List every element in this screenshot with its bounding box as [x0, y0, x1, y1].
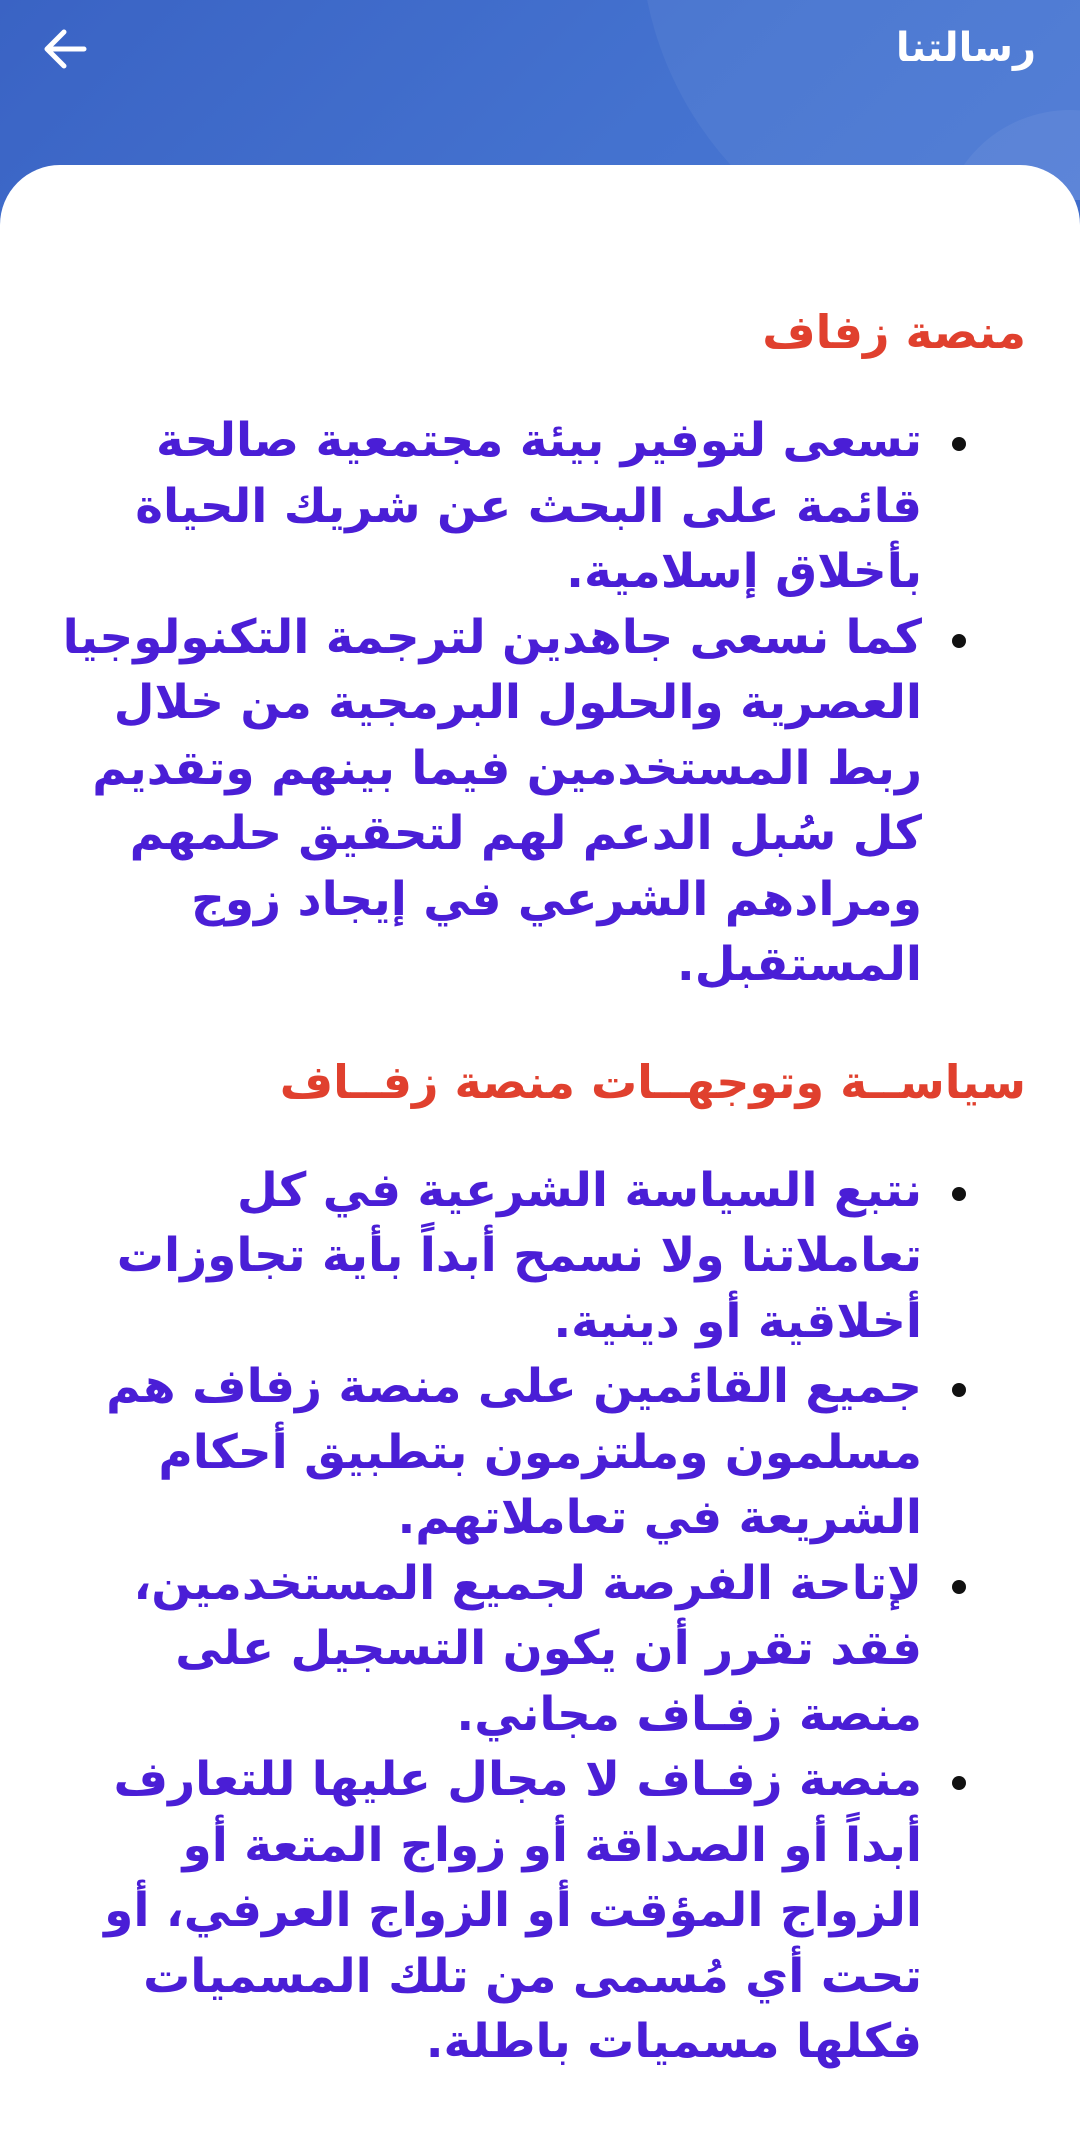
list-item: [50, 1551, 1026, 1748]
bullet-icon: [952, 1580, 966, 1594]
section-points-list: [50, 1158, 1026, 2075]
list-item: [50, 1354, 1026, 1551]
page-title: رسالتنا: [895, 25, 1036, 71]
section-title: منصة زفاف: [762, 305, 1026, 359]
bullet-icon: [952, 634, 966, 648]
list-item: [50, 408, 1026, 605]
list-item-text: كما نسعى جاهدين لترجمة التكنولوجيا العصرية والحلول البرمجية من خلال ربط المستخدمين فيما بينهم وتقديم كل سُبل الدعم لهم لتحقيق حلمهم ومرادهم الشرعي في إيجاد زوج المستقبل.: [62, 609, 922, 992]
arrow-left-icon: [42, 26, 88, 72]
bullet-icon: [952, 1776, 966, 1790]
bullet-icon: [952, 1383, 966, 1397]
section-points-list: [50, 408, 1026, 998]
back-button[interactable]: [30, 14, 100, 84]
list-item-text: منصة زفـاف لا مجال عليها للتعارف أبداً أو الصداقة أو زواج المتعة أو الزواج المؤقت أو الزواج العرفي، أو تحت أي مُسمى من تلك المسميات فكلها مسميات باطلة.: [104, 1752, 922, 2069]
list-item: [50, 1747, 1026, 2075]
list-item: [50, 605, 1026, 998]
bullet-icon: [952, 1187, 966, 1201]
list-item-text: لإتاحة الفرصة لجميع المستخدمين، فقد تقرر أن يكون التسجيل على منصة زفـاف مجاني.: [133, 1555, 922, 1742]
mission-content: [50, 300, 1026, 2075]
list-item: [50, 1158, 1026, 1355]
list-item-text: جميع القائمين على منصة زفاف هم مسلمون وملتزمون بتطبيق أحكام الشريعة في تعاملاتهم.: [106, 1359, 922, 1545]
list-item-text: تسعى لتوفير بيئة مجتمعية صالحة قائمة على البحث عن شريك الحياة بأخلاق إسلامية.: [135, 413, 922, 599]
list-item-text: نتبع السياسة الشرعية في كل تعاملاتنا ولا نسمح أبداً بأية تجاوزات أخلاقية أو دينية.: [116, 1162, 922, 1349]
section-title: سياســة وتوجهــات منصة زفــاف: [279, 1054, 1026, 1109]
bullet-icon: [952, 437, 966, 451]
